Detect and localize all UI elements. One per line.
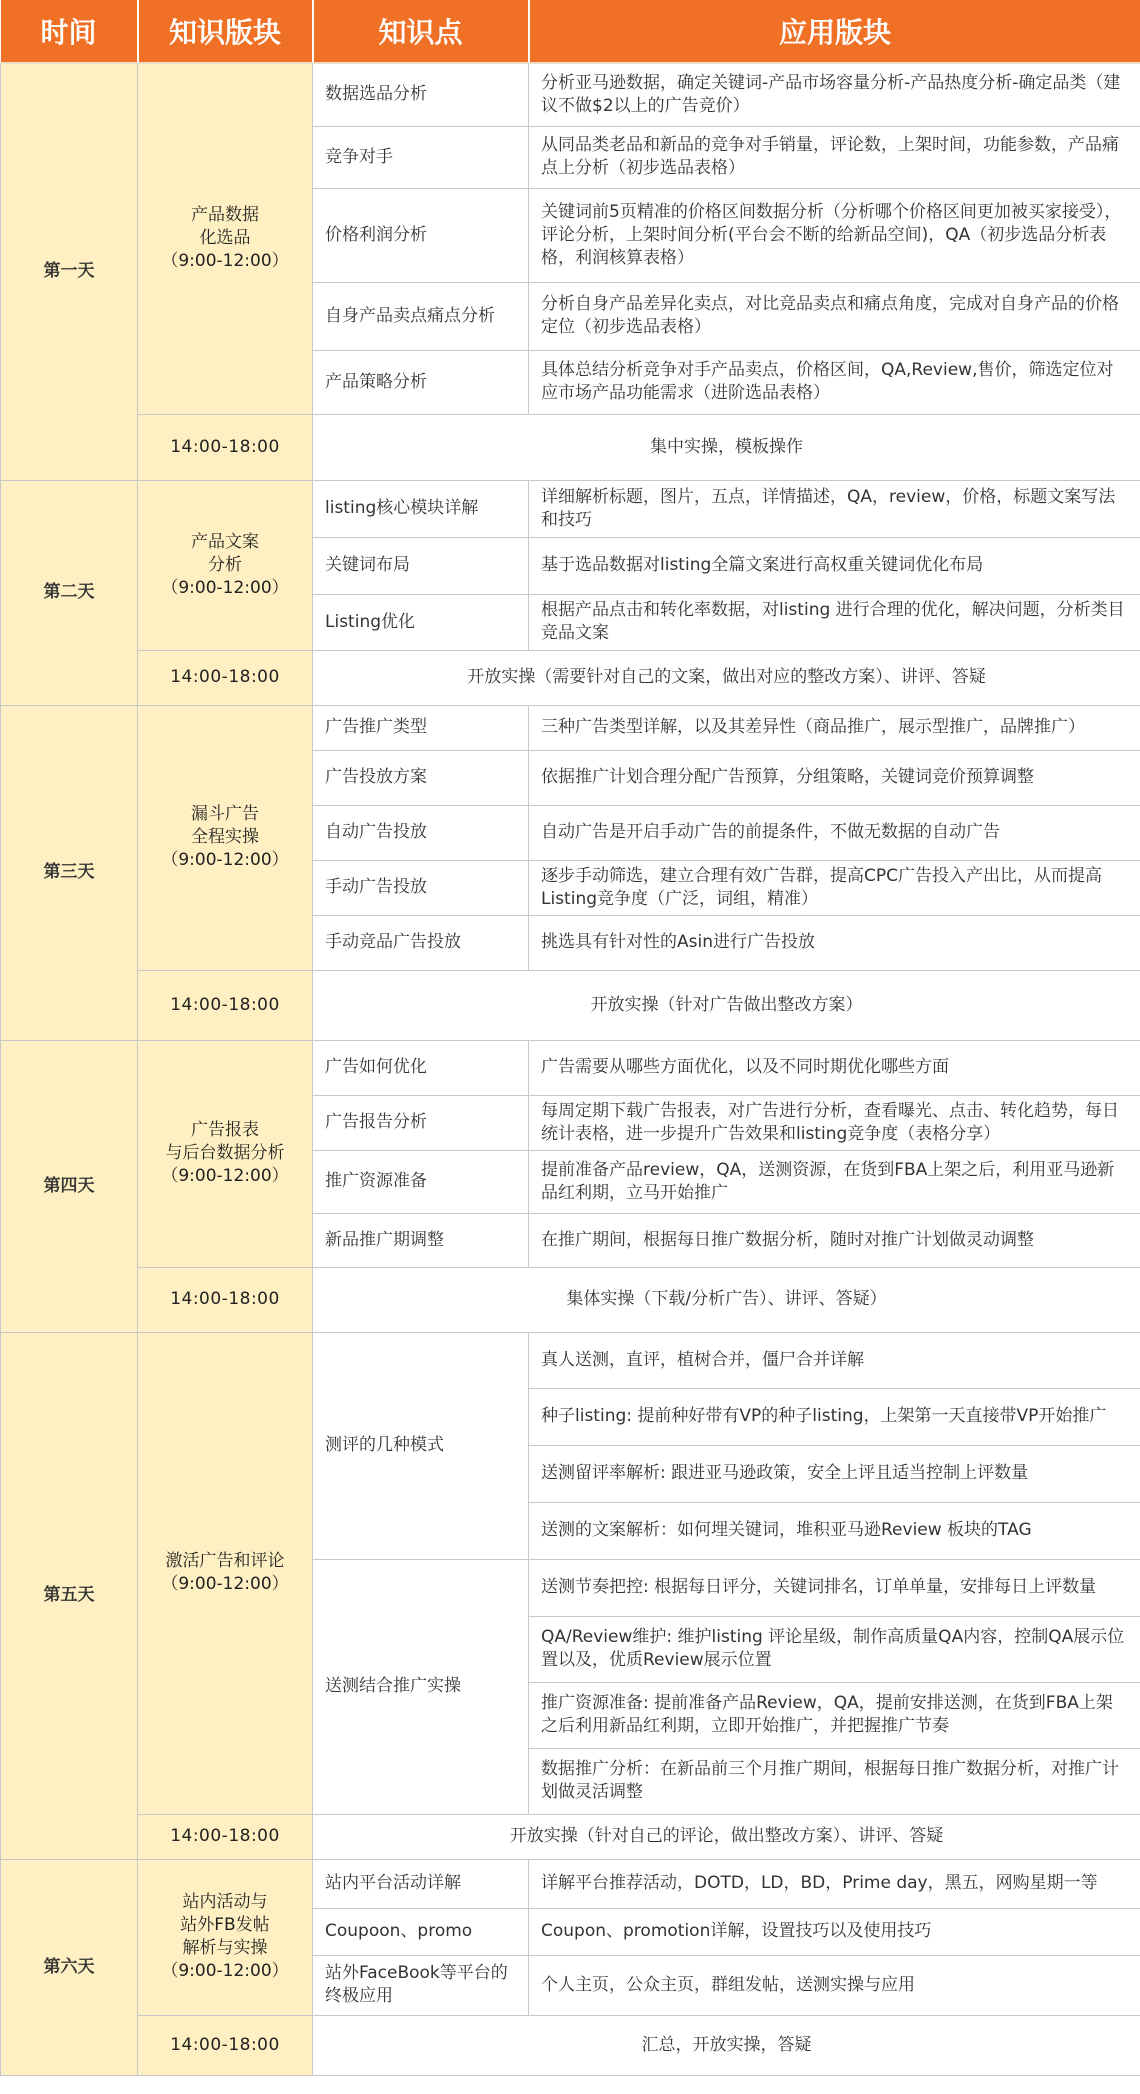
practice-text: 开放实操（需要针对自己的文案，做出对应的整改方案）、讲评、答疑 <box>313 650 1140 705</box>
knowledge-point: 自身产品卖点痛点分析 <box>313 282 529 350</box>
afternoon-time: 14:00-18:00 <box>138 2015 313 2075</box>
knowledge-point: 测评的几种模式 <box>313 1332 529 1559</box>
application-text: 详细解析标题，图片，五点，详情描述，QA，review，价格，标题文案写法和技巧 <box>529 480 1140 537</box>
application-text: QA/Review维护: 维护listing 评论星级，制作高质量QA内容，控制QA展示位置以及，优质Review展示位置 <box>529 1616 1140 1682</box>
application-text: 提前准备产品review，QA，送测资源，在货到FBA上架之后，利用亚马逊新品红利期，立马开始推广 <box>529 1150 1140 1213</box>
application-text: 送测留评率解析: 跟进亚马逊政策，安全上评且适当控制上评数量 <box>529 1445 1140 1502</box>
knowledge-point: 自动广告投放 <box>313 805 529 860</box>
application-text: 逐步手动筛选，建立合理有效广告群，提高CPC广告投入产出比，从而提高Listing竞争度（广泛，词组，精准） <box>529 860 1140 915</box>
knowledge-point: 广告报告分析 <box>313 1095 529 1150</box>
application-text: 关键词前5页精准的价格区间数据分析（分析哪个价格区间更加被买家接受），评论分析，上架时间分析(平台会不断的给新品空间)，QA（初步选品分析表格，利润核算表格） <box>529 188 1140 282</box>
header-app: 应用版块 <box>529 0 1140 63</box>
module-label: 漏斗广告 全程实操 （9:00-12:00） <box>138 705 313 970</box>
application-text: 个人主页，公众主页，群组发帖，送测实操与应用 <box>529 1955 1140 2015</box>
application-text: Coupon、promotion详解，设置技巧以及使用技巧 <box>529 1908 1140 1955</box>
application-text: 三种广告类型详解，以及其差异性（商品推广，展示型推广，品牌推广） <box>529 705 1140 750</box>
module-label: 产品数据 化选品 （9:00-12:00） <box>138 63 313 414</box>
application-text: 真人送测，直评，植树合并，僵尸合并详解 <box>529 1332 1140 1388</box>
day-label: 第四天 <box>1 1040 138 1332</box>
knowledge-point: 价格利润分析 <box>313 188 529 282</box>
module-label: 产品文案 分析 （9:00-12:00） <box>138 480 313 650</box>
knowledge-point: 新品推广期调整 <box>313 1213 529 1267</box>
afternoon-time: 14:00-18:00 <box>138 1267 313 1332</box>
application-text: 在推广期间，根据每日推广数据分析，随时对推广计划做灵动调整 <box>529 1213 1140 1267</box>
practice-row <box>1 1814 1140 1859</box>
header-module: 知识版块 <box>138 0 313 63</box>
afternoon-time: 14:00-18:00 <box>138 1814 313 1859</box>
practice-text: 集体实操（下载/分析广告）、讲评、答疑） <box>313 1267 1140 1332</box>
module-label: 激活广告和评论 （9:00-12:00） <box>138 1332 313 1814</box>
knowledge-point: 手动广告投放 <box>313 860 529 915</box>
afternoon-time: 14:00-18:00 <box>138 650 313 705</box>
table-row <box>1 63 1140 126</box>
header-row <box>1 0 1140 63</box>
day-label: 第一天 <box>1 63 138 480</box>
knowledge-point: listing核心模块详解 <box>313 480 529 537</box>
knowledge-point: 手动竞品广告投放 <box>313 915 529 970</box>
practice-row <box>1 970 1140 1040</box>
knowledge-point: 广告如何优化 <box>313 1040 529 1095</box>
table-row <box>1 480 1140 537</box>
application-text: 数据推广分析：在新品前三个月推广期间，根据每日推广数据分析，对推广计划做灵活调整 <box>529 1748 1140 1814</box>
table-row <box>1 1332 1140 1388</box>
table-row <box>1 705 1140 750</box>
application-text: 基于选品数据对listing全篇文案进行高权重关键词优化布局 <box>529 537 1140 594</box>
application-text: 种子listing: 提前种好带有VP的种子listing，上架第一天直接带VP开始推广 <box>529 1388 1140 1445</box>
practice-text: 开放实操（针对广告做出整改方案） <box>313 970 1140 1040</box>
table-row <box>1 1040 1140 1095</box>
practice-text: 汇总，开放实操，答疑 <box>313 2015 1140 2075</box>
afternoon-time: 14:00-18:00 <box>138 414 313 480</box>
practice-text: 集中实操，模板操作 <box>313 414 1140 480</box>
knowledge-point: 站外FaceBook等平台的终极应用 <box>313 1955 529 2015</box>
application-text: 挑选具有针对性的Asin进行广告投放 <box>529 915 1140 970</box>
practice-text: 开放实操（针对自己的评论，做出整改方案）、讲评、答疑 <box>313 1814 1140 1859</box>
day-label: 第五天 <box>1 1332 138 1859</box>
application-text: 广告需要从哪些方面优化，以及不同时期优化哪些方面 <box>529 1040 1140 1095</box>
table-row <box>1 1859 1140 1908</box>
knowledge-point: 竞争对手 <box>313 126 529 188</box>
application-text: 送测节奏把控: 根据每日评分，关键词排名，订单单量，安排每日上评数量 <box>529 1559 1140 1616</box>
knowledge-point: 广告推广类型 <box>313 705 529 750</box>
application-text: 每周定期下载广告报表，对广告进行分析，查看曝光、点击、转化趋势，每日统计表格，进一步提升广告效果和listing竞争度（表格分享） <box>529 1095 1140 1150</box>
knowledge-point: Coupoon、promo <box>313 1908 529 1955</box>
application-text: 根据产品点击和转化率数据，对listing 进行合理的优化，解决问题，分析类目竞品文案 <box>529 594 1140 650</box>
knowledge-point: 关键词布局 <box>313 537 529 594</box>
application-text: 自动广告是开启手动广告的前提条件，不做无数据的自动广告 <box>529 805 1140 860</box>
knowledge-point: 广告投放方案 <box>313 750 529 805</box>
day-label: 第六天 <box>1 1859 138 2075</box>
day-label: 第二天 <box>1 480 138 705</box>
knowledge-point: 站内平台活动详解 <box>313 1859 529 1908</box>
application-text: 推广资源准备: 提前准备产品Review，QA，提前安排送测，在货到FBA上架之后利用新品红利期，立即开始推广，并把握推广节奏 <box>529 1682 1140 1748</box>
header-time: 时间 <box>1 0 138 63</box>
day-label: 第三天 <box>1 705 138 1040</box>
knowledge-point: Listing优化 <box>313 594 529 650</box>
module-label: 站内活动与 站外FB发帖 解析与实操 （9:00-12:00） <box>138 1859 313 2015</box>
header-point: 知识点 <box>313 0 529 63</box>
module-label: 广告报表 与后台数据分析 （9:00-12:00） <box>138 1040 313 1267</box>
application-text: 送测的文案解析：如何埋关键词，堆积亚马逊Review 板块的TAG <box>529 1502 1140 1559</box>
application-text: 具体总结分析竞争对手产品卖点，价格区间，QA,Review,售价，筛选定位对应市场产品功能需求（进阶选品表格） <box>529 350 1140 414</box>
practice-row <box>1 414 1140 480</box>
knowledge-point: 送测结合推广实操 <box>313 1559 529 1814</box>
application-text: 分析亚马逊数据，确定关键词-产品市场容量分析-产品热度分析-确定品类（建议不做$2以上的广告竞价） <box>529 63 1140 126</box>
application-text: 详解平台推荐活动，DOTD，LD，BD，Prime day，黑五，网购星期一等 <box>529 1859 1140 1908</box>
application-text: 从同品类老品和新品的竞争对手销量，评论数，上架时间，功能参数，产品痛点上分析（初步选品表格） <box>529 126 1140 188</box>
application-text: 分析自身产品差异化卖点，对比竞品卖点和痛点角度，完成对自身产品的价格定位（初步选品表格） <box>529 282 1140 350</box>
knowledge-point: 推广资源准备 <box>313 1150 529 1213</box>
knowledge-point: 数据选品分析 <box>313 63 529 126</box>
practice-row <box>1 650 1140 705</box>
knowledge-point: 产品策略分析 <box>313 350 529 414</box>
afternoon-time: 14:00-18:00 <box>138 970 313 1040</box>
practice-row <box>1 2015 1140 2075</box>
practice-row <box>1 1267 1140 1332</box>
application-text: 依据推广计划合理分配广告预算，分组策略，关键词竞价预算调整 <box>529 750 1140 805</box>
